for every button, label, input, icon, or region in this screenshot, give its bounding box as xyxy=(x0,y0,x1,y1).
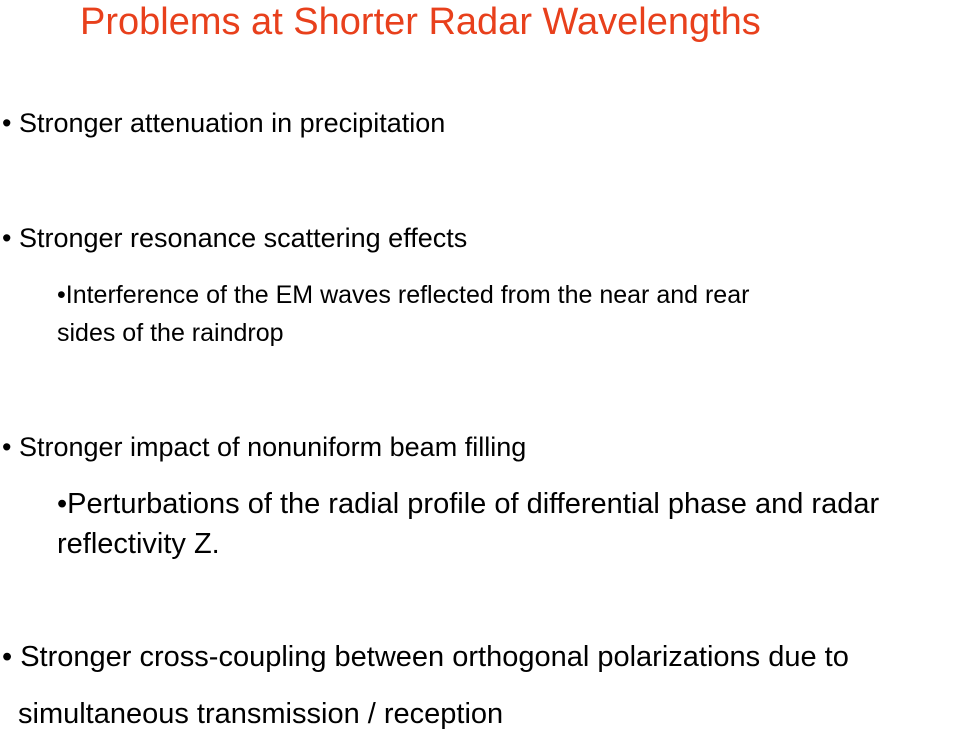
bullet-marker: • xyxy=(2,641,13,673)
slide-title: Problems at Shorter Radar Wavelengths xyxy=(80,1,761,43)
bullet-text: Perturbations of the radial profile of differential phase and radar xyxy=(67,488,880,520)
bullet-item xyxy=(2,430,526,464)
bullet-marker: • xyxy=(2,108,12,138)
bullet-marker: • xyxy=(2,432,12,462)
bullet-marker: • xyxy=(2,223,12,253)
sub-bullet-item xyxy=(57,487,879,521)
bullet-item xyxy=(2,640,849,674)
sub-bullet-continuation xyxy=(57,316,284,350)
bullet-text: reflectivity Z. xyxy=(57,528,220,560)
bullet-item xyxy=(2,106,445,140)
bullet-marker: • xyxy=(57,488,68,520)
bullet-marker: • xyxy=(57,281,66,309)
bullet-text: Stronger resonance scattering effects xyxy=(18,223,468,253)
sub-bullet-continuation xyxy=(57,527,220,561)
bullet-text: simultaneous transmission / reception xyxy=(18,698,504,730)
bullet-text: Stronger impact of nonuniform beam filling xyxy=(18,432,527,462)
sub-bullet-item xyxy=(57,278,749,312)
bullet-text: sides of the raindrop xyxy=(57,319,284,347)
bullet-text: Stronger cross-coupling between orthogonal polarizations due to xyxy=(20,641,849,673)
bullet-continuation xyxy=(18,697,503,731)
bullet-item xyxy=(2,221,467,255)
bullet-text: Stronger attenuation in precipitation xyxy=(18,108,446,138)
bullet-text: Interference of the EM waves reflected from the near and rear xyxy=(65,281,750,309)
